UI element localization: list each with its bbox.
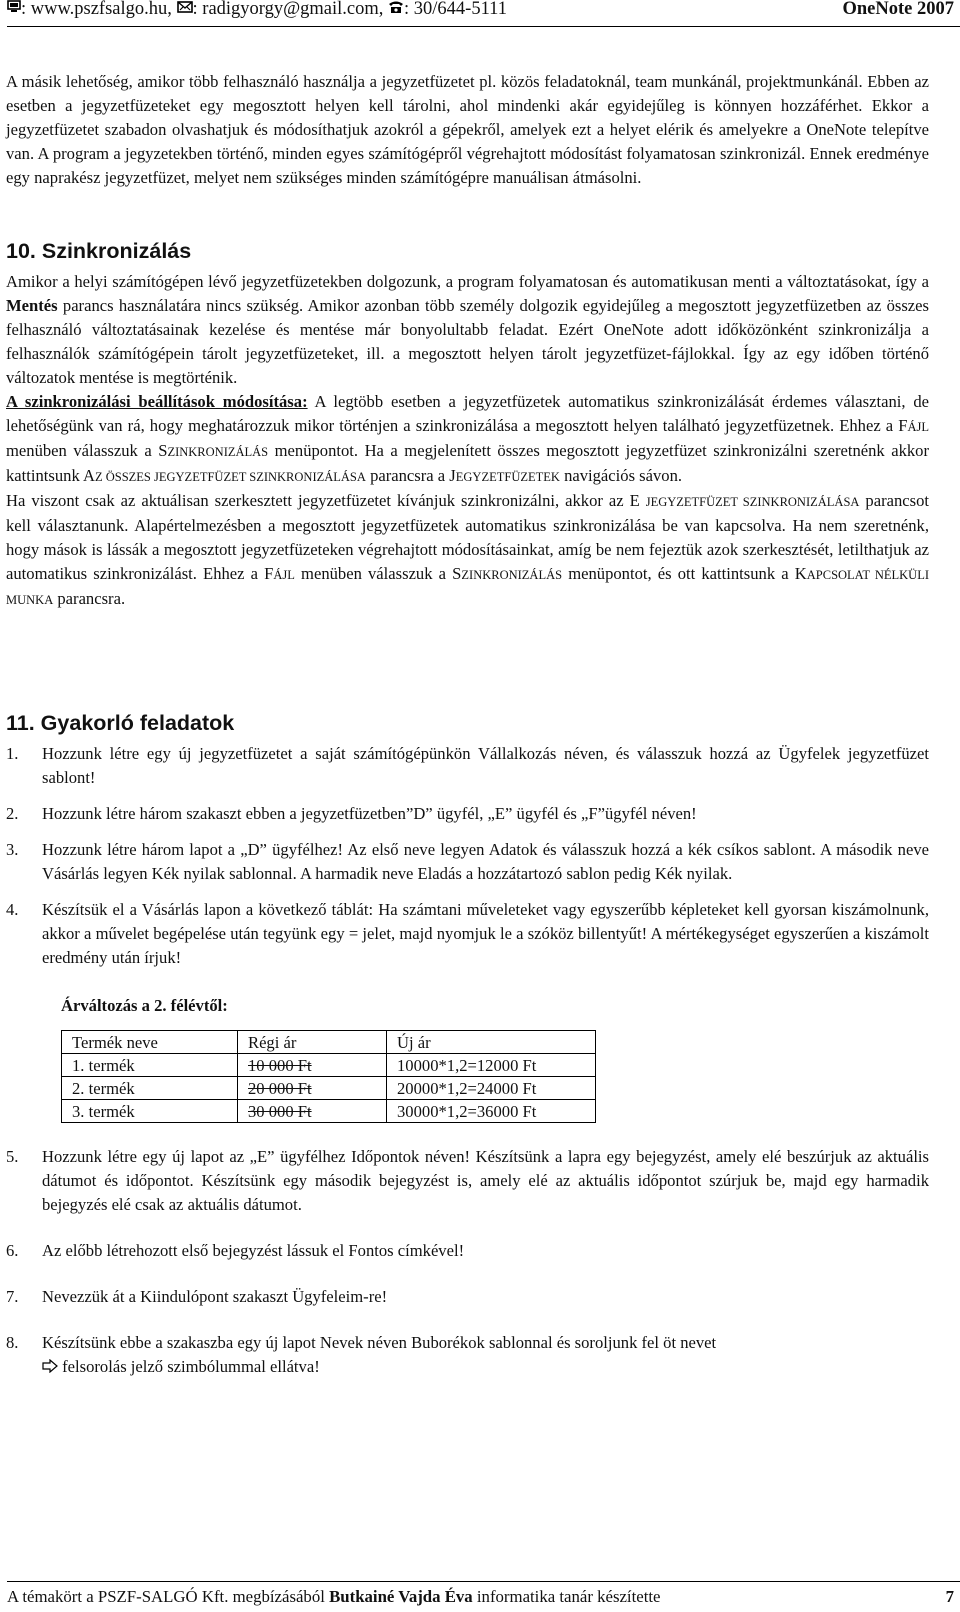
table-cell: 20 000 Ft — [238, 1077, 387, 1100]
arrow-bullet-icon — [42, 1356, 58, 1380]
table-cell: 2. termék — [62, 1077, 238, 1100]
exercise-item: 3. Hozzunk létre három lapot a „D” ügyfélhez! Az első neve legyen Adatok és válasszuk hozzá a kék csíkos sablont. A második neve Vásárlás legyen Kék nyilak sablonnal. A harmadik neve Eladás a hozzátartozó sablon pedig Kék nyilak. — [6, 840, 929, 883]
table-cell: 10 000 Ft — [238, 1054, 387, 1077]
author-name: Butkainé Vajda Éva — [329, 1587, 473, 1606]
table-header-cell: Új ár — [387, 1031, 596, 1054]
table-header-row — [62, 1031, 596, 1054]
phone-icon — [388, 0, 404, 20]
table-cell: 3. termék — [62, 1100, 238, 1123]
section-10-paragraph-3: Ha viszont csak az aktuálisan szerkesztett jegyzetfüzetet kívánjuk szinkronizálni, akkor az E JEGYZETFÜZET SZINKRONIZÁLÁSA parancsot kell választanunk. Alapértelmezésben a megosztott jegyzetfüzetek automatikus szinkronizálása be van kapcsolva. Ha nem szeretnénk, hogy mások is lássák a megosztott jegyzetfüzeteken végrehajtott módosításainkat, amíg be nem fejeztük azok szerkesztését, letilthatjuk az automatikus szinkronizálást. Ehhez a FÁJL menüben válasszuk a SZINKRONIZÁLÁS menüpontot, és ott kattintsunk a KAPCSOLAT NÉLKÜLI MUNKA parancsra. — [6, 491, 929, 608]
intro-paragraph: A másik lehetőség, amikor több felhasználó használja a jegyzetfüzetet pl. közös feladatoknál, team munkánál, projektmunkánál. Ebben az esetben a jegyzetfüzeteket egy megosztott helyen kell tárolni, ahol mindenki akár egyidejűleg is könnyen hozzáférhet. Ekkor a jegyzetfüzetet szabadon olvashatjuk és módosíthatjuk azokról a gépekről, amelyek ezt a helyet elérik és amelyekre a OneNote telepítve van. A program a jegyzetekben történő, minden egyes számítógépről végrehajtott módosítást folyamatosan szinkronizál. Ennek eredménye egy naprakész jegyzetfüzet, melyet nem szükséges minden számítógépre manuálisan átmásolni. — [6, 72, 929, 187]
table-cell: 30000*1,2=36000 Ft — [387, 1100, 596, 1123]
table-header-cell: Régi ár — [238, 1031, 387, 1054]
intro-section — [6, 70, 929, 190]
section-11-heading: 11. Gyakorló feladatok — [6, 711, 235, 735]
table-header-cell: Termék neve — [62, 1031, 238, 1054]
exercise-item: 2. Hozzunk létre három szakaszt ebben a jegyzetfüzetben”D” ügyfél, „E” ügyfél és „F”ügyfél néven! — [6, 804, 697, 823]
price-table-block — [61, 994, 929, 1123]
table-row — [62, 1054, 596, 1077]
table-cell: 10000*1,2=12000 Ft — [387, 1054, 596, 1077]
header-title: OneNote 2007 — [842, 0, 954, 19]
section-10-paragraph-1: Amikor a helyi számítógépen lévő jegyzetfüzetekben dolgozunk, a program folyamatosan és automatikusan menti a változtatásokat, így a Mentés parancs használatára nincs szükség. Amikor azonban több személy dolgozik egyidejűleg a megosztott jegyzetfüzetben az összes felhasználó változtatásainak kezelése és mentése már bonyolultabb feladat. Ezért OneNote adott időközönként szinkronizálja a felhasználók számítógépein tárolt jegyzetfüzeteket, ill. a megosztott helyen tárolt jegyzetfüzet-fájlokkal. Így az egy időben történő változatok mentése is megtörténik. — [6, 272, 929, 387]
exercise-item: 8. Készítsünk ebbe a szakaszba egy új lapot Nevek néven Buborékok sablonnal és soroljunk fel öt nevet felsorolás jelző szimbólummal ellátva! — [6, 1331, 929, 1380]
table-row — [62, 1100, 596, 1123]
exercise-item: 5. Hozzunk létre egy új lapot az „E” ügyfélhez Időpontok néven! Készítsünk a lapra egy bejegyzést, amely elé beszúrjuk az aktuális dátumot és időpontot. Készítsünk egy második bejegyzést is, amely elé az aktuális időpontot szúrjuk be, majd egy harmadik bejegyzés elé csak az aktuális dátumot. — [6, 1147, 929, 1214]
table-caption: Árváltozás a 2. félévtől: — [61, 996, 228, 1015]
table-row — [62, 1077, 596, 1100]
exercise-item: 4. Készítsük el a Vásárlás lapon a következő táblát: Ha számtani műveleteket vagy egyszerűbb képleteket kell gyorsan kiszámolnunk, akkor a művelet begépelése után tegyünk egy = jelet, majd nyomjuk le a szóköz billentyűt! A mértékegységet egyszerűen a kiszámolt eredmény után írjuk! — [6, 900, 929, 967]
table-cell: 30 000 Ft — [238, 1100, 387, 1123]
price-table — [61, 1030, 596, 1123]
page-number: 7 — [945, 1587, 954, 1606]
mail-icon — [177, 0, 193, 20]
page-header — [7, 0, 960, 27]
exercise-item: 6. Az előbb létrehozott első bejegyzést lássuk el Fontos címkével! — [6, 1241, 465, 1260]
header-phone: : 30/644-5111 — [404, 0, 507, 19]
section-10-paragraph-2: A szinkronizálási beállítások módosítása: A legtöbb esetben a jegyzetfüzetek automatikus szinkronizálását érdemes választani, de lehetőségünk van rá, hogy meghatározzuk mikor történjen a szinkronizálása a megosztott helyen található jegyzetfüzetnek. Ehhez a FÁJL menüben válasszuk a SZINKRONIZÁLÁS menüpontot. Ha a megjelenített összes megosztott jegyzetfüzet szinkronizálni szeretnénk akkor kattintsunk AZ ÖSSZES JEGYZETFÜZET SZINKRONIZÁLÁSA parancsra a JEGYZETFÜZETEK navigációs sávon. — [6, 392, 929, 485]
page-footer: A témakört a PSZF-SALGÓ Kft. megbízásából Butkainé Vajda Éva informatika tanár készítette 7 — [7, 1581, 960, 1612]
header-email: : radigyorgy@gmail.com, — [192, 0, 389, 19]
exercise-item: 7. Nevezzük át a Kiindulópont szakaszt Ügyfeleim-re! — [6, 1287, 388, 1306]
computer-icon — [7, 0, 21, 20]
section-10-heading: 10. Szinkronizálás — [6, 239, 192, 263]
exercise-item: 1. Hozzunk létre egy új jegyzetfüzetet a saját számítógépünkön Vállalkozás néven, és válasszuk hozzá az Ügyfelek jegyzetfüzet sablont! — [6, 744, 929, 787]
section-11 — [6, 710, 929, 1380]
header-website: : www.pszfsalgo.hu, — [21, 0, 177, 19]
section-10 — [6, 238, 929, 612]
table-cell: 1. termék — [62, 1054, 238, 1077]
settings-subheading: A szinkronizálási beállítások módosítása: — [6, 392, 308, 411]
table-cell: 20000*1,2=24000 Ft — [387, 1077, 596, 1100]
